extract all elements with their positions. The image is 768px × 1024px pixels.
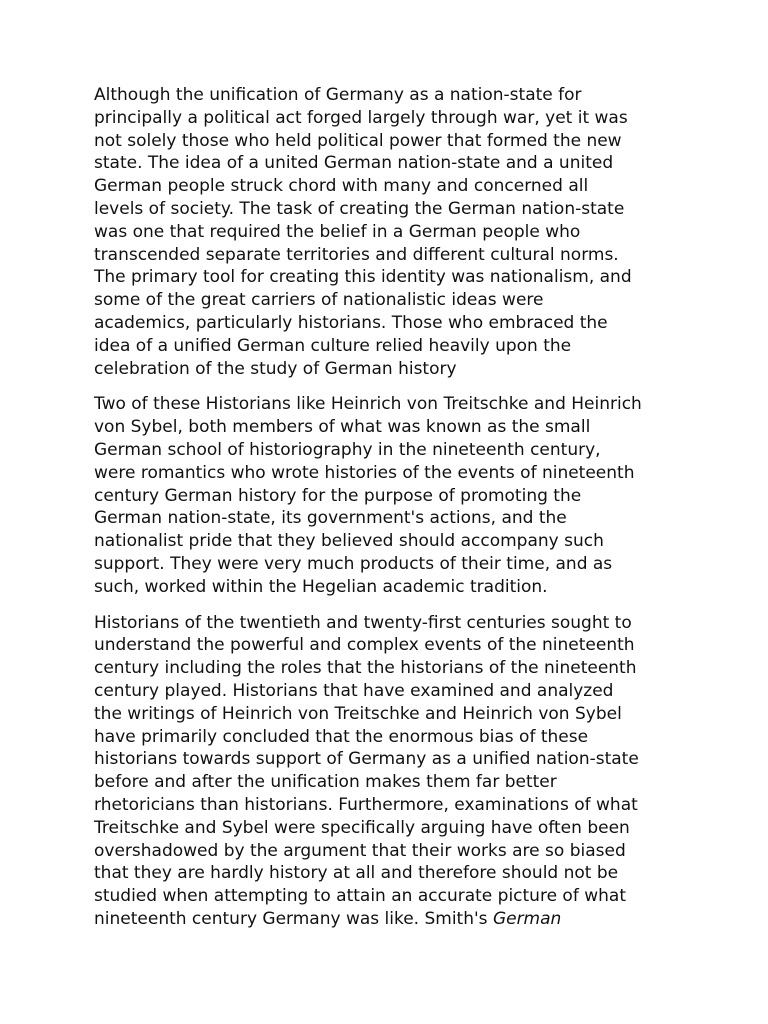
- paragraph-3: [94, 612, 684, 931]
- text-line: transcended separate territories and different cultural norms.: [94, 244, 619, 265]
- text-line: were romantics who wrote histories of the events of nineteenth: [94, 462, 635, 483]
- text-line: levels of society. The task of creating the German nation-state: [94, 198, 625, 219]
- text-line: century played. Historians that have examined and analyzed: [94, 680, 614, 701]
- text-line: before and after the unification makes them far better: [94, 772, 557, 793]
- book-title-italic: German: [492, 908, 562, 929]
- text-line: von Sybel, both members of what was known as the small: [94, 417, 591, 438]
- text-line: Two of these Historians like Heinrich von Treitschke and Heinrich: [94, 394, 642, 415]
- text-line: such, worked within the Hegelian academic tradition.: [94, 576, 548, 597]
- text-line: studied when attempting to attain an accurate picture of what: [94, 886, 626, 907]
- text-line: German people struck chord with many and concerned all: [94, 176, 589, 197]
- text-line: the writings of Heinrich von Treitschke and Heinrich von Sybel: [94, 703, 622, 724]
- text-line-plain: nineteenth century Germany was like. Smith's: [94, 908, 493, 929]
- text-line: academics, particularly historians. Those who embraced the: [94, 312, 608, 333]
- text-line: rhetoricians than historians. Furthermore, examinations of what: [94, 794, 638, 815]
- text-line: German school of historiography in the nineteenth century,: [94, 439, 601, 460]
- text-line: have primarily concluded that the enormous bias of these: [94, 726, 589, 747]
- paragraph-3-lines: [94, 612, 684, 908]
- text-line: principally a political act forged largely through war, yet it was: [94, 107, 628, 128]
- paragraph-2: [94, 393, 684, 598]
- text-line: celebration of the study of German history: [94, 358, 457, 379]
- text-line: that they are hardly history at all and therefore should not be: [94, 863, 619, 884]
- text-line: support. They were very much products of their time, and as: [94, 553, 613, 574]
- text-line: idea of a unified German culture relied heavily upon the: [94, 335, 572, 356]
- text-line: some of the great carriers of nationalistic ideas were: [94, 290, 544, 311]
- text-line: Historians of the twentieth and twenty-first centuries sought to: [94, 612, 632, 633]
- text-line: century German history for the purpose of promoting the: [94, 485, 582, 506]
- text-line: nationalist pride that they believed should accompany such: [94, 531, 604, 552]
- text-line: German nation-state, its government's actions, and the: [94, 508, 567, 529]
- text-line: The primary tool for creating this identity was nationalism, and: [94, 267, 632, 288]
- text-line: was one that required the belief in a German people who: [94, 221, 581, 242]
- paragraph-1: [94, 84, 684, 380]
- text-line: [94, 908, 684, 931]
- text-line: not solely those who held political power that formed the new: [94, 130, 622, 151]
- document-body: [94, 84, 684, 944]
- text-line: Although the unification of Germany as a nation-state for: [94, 85, 582, 105]
- text-line: century including the roles that the historians of the nineteenth: [94, 658, 637, 679]
- text-line: historians towards support of Germany as a unified nation-state: [94, 749, 639, 770]
- text-line: state. The idea of a united German nation-state and a united: [94, 153, 614, 174]
- text-line: understand the powerful and complex events of the nineteenth: [94, 635, 635, 656]
- text-line: overshadowed by the argument that their works are so biased: [94, 840, 626, 861]
- text-line: Treitschke and Sybel were specifically arguing have often been: [94, 817, 630, 838]
